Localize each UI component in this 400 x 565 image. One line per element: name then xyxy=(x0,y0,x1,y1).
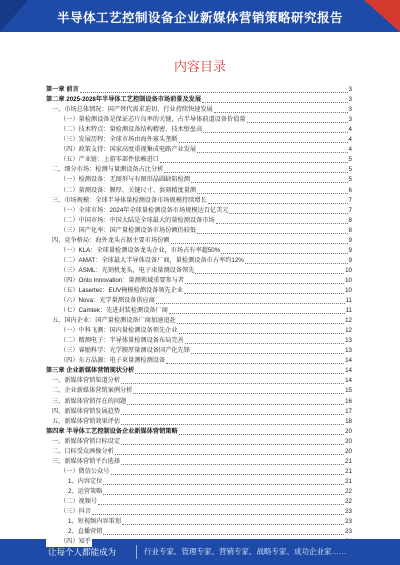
toc-entry[interactable] xyxy=(46,155,352,165)
toc-entry[interactable] xyxy=(46,115,352,125)
toc-entry-label: 四、竞争格局：海外龙头占据主要市场份额 xyxy=(46,236,171,246)
toc-entry-page: 10 xyxy=(345,286,352,294)
toc-entry[interactable] xyxy=(46,457,352,467)
toc-entry-page: 11 xyxy=(345,297,352,305)
dot-leader xyxy=(121,423,344,425)
toc-entry-page: 13 xyxy=(345,337,352,345)
toc-entry-page: 3 xyxy=(348,86,352,94)
toc-entry-page: 14 xyxy=(345,367,352,375)
toc-entry-label: （六）Nova：光学量测设备供应商 xyxy=(46,296,156,306)
toc-entry-label: （三）国产化率：国产量检测设备市场份额仍较低 xyxy=(46,226,197,236)
toc-entry[interactable] xyxy=(46,105,352,115)
toc-entry-label: 2、直播营销 xyxy=(46,527,103,537)
toc-entry[interactable] xyxy=(46,286,352,296)
toc-entry-page: 10 xyxy=(345,276,352,284)
toc-entry-page: 15 xyxy=(345,387,352,395)
toc-entry[interactable] xyxy=(46,145,352,155)
toc-entry-label: 三、新媒体营销存在的问题 xyxy=(46,397,127,407)
toc-entry[interactable] xyxy=(46,517,352,527)
toc-entry-label: （四）东方晶源：电子束量测检测设备 xyxy=(46,356,166,366)
toc-entry-label: 第三章 企业新媒体营销现状分析 xyxy=(46,367,135,375)
toc-entry-label: 二、目标受众画像分析 xyxy=(46,447,115,457)
toc-entry[interactable] xyxy=(46,326,352,336)
toc-entry-page: 16 xyxy=(345,397,352,405)
toc-entry-page: 5 xyxy=(348,176,352,184)
toc-entry-label: （二）视频号 xyxy=(46,497,98,507)
toc-entry-label: （三）ASML：光刻机龙头，电子束量测设备领先 xyxy=(46,266,195,276)
toc-entry-label: （二）技术特点：量检测设备结构精密，技术壁垒高 xyxy=(46,125,203,135)
dot-leader xyxy=(121,463,344,465)
dot-leader xyxy=(245,262,348,264)
toc-entry-label: （二）AMAT：全球最大半导体设备厂商，量检测设备市占率约12% xyxy=(46,256,245,266)
toc-entry-page: 3 xyxy=(348,96,352,104)
toc-entry-label: 五、新媒体营销效果评估 xyxy=(46,417,121,427)
toc-entry-page: 13 xyxy=(345,347,352,355)
toc-entry[interactable] xyxy=(46,175,352,185)
toc-entry[interactable] xyxy=(46,527,352,537)
toc-entry-label: 一、新媒体营销渠道分析 xyxy=(46,376,121,386)
dot-leader xyxy=(103,483,344,485)
toc-entry-label: （五）产业链：上游零部件依赖进口 xyxy=(46,155,160,165)
toc-entry[interactable] xyxy=(46,376,352,386)
report-title: 半导体工艺控制设备企业新媒体营销策略研究报告 xyxy=(56,11,343,25)
toc-entry-page: 6 xyxy=(348,186,352,194)
toc-entry-page: 11 xyxy=(345,307,352,315)
toc-entry-page: 4 xyxy=(348,126,352,134)
toc-entry[interactable] xyxy=(46,346,352,356)
toc-entry-label: 1、内容定位 xyxy=(46,477,103,487)
dot-leader xyxy=(171,242,348,244)
toc-entry[interactable] xyxy=(46,226,352,236)
toc-entry-label: （二）中国市场：中国大陆是全球最大的量检测设备市场 xyxy=(46,216,216,226)
toc-entry-label: （一）微信公众号 xyxy=(46,467,111,477)
toc-entry-label: （一）全球市场：2024年全球量检测设备市场规模达百亿美元 xyxy=(46,206,229,216)
toc-entry-page: 3 xyxy=(348,106,352,114)
toc-entry-label: 第二章 2025-2028年半导体工艺控制设备市场前景及发展 xyxy=(46,96,202,104)
toc-entry-page: 5 xyxy=(348,156,352,164)
toc-entry[interactable] xyxy=(46,407,352,417)
toc-entry[interactable] xyxy=(46,427,352,437)
toc-entry-label: 2、运营策略 xyxy=(46,487,103,497)
toc-entry-page: 23 xyxy=(345,528,352,536)
dot-leader xyxy=(185,282,344,284)
dot-leader xyxy=(92,513,344,515)
toc-entry[interactable] xyxy=(46,185,352,195)
toc-entry-label: （四）知乎 xyxy=(46,537,92,547)
toc-entry-label: 四、新媒体营销发展趋势 xyxy=(46,407,121,417)
toc-entry[interactable] xyxy=(46,437,352,447)
dot-leader xyxy=(98,503,344,505)
toc-entry[interactable] xyxy=(46,236,352,246)
toc-entry[interactable] xyxy=(46,477,352,487)
dot-leader xyxy=(197,232,347,234)
dot-leader xyxy=(214,111,348,113)
toc-entry[interactable] xyxy=(46,467,352,477)
dot-leader xyxy=(121,413,344,415)
toc-entry-page: 21 xyxy=(345,477,352,485)
dot-leader xyxy=(208,202,348,204)
toc-entry-page: 20 xyxy=(345,447,352,455)
toc-entry-label: （四）Onto Innovation：量测领域重要参与者 xyxy=(46,276,185,286)
dot-leader xyxy=(121,382,344,384)
toc-entry-page: 21 xyxy=(345,457,352,465)
dot-leader xyxy=(169,312,345,314)
toc-entry[interactable] xyxy=(46,296,352,306)
toc-entry-page: 4 xyxy=(348,146,352,154)
dot-leader xyxy=(160,161,348,163)
toc-entry[interactable] xyxy=(46,206,352,216)
toc-entry-page: 9 xyxy=(348,246,352,254)
dot-leader xyxy=(247,121,348,123)
toc-entry-page: 21 xyxy=(345,467,352,475)
toc-entry-page: 23 xyxy=(345,508,352,516)
toc-entry[interactable] xyxy=(46,497,352,507)
dot-leader xyxy=(156,302,345,304)
toc-entry-label: （一）中科飞测：国内量检测设备领先企业 xyxy=(46,326,179,336)
dot-leader xyxy=(166,362,344,364)
toc-entry[interactable] xyxy=(46,266,352,276)
toc-entry-label: 第四章 半导体工艺控制设备企业新媒体营销策略 xyxy=(46,427,178,435)
toc-entry[interactable] xyxy=(46,95,352,105)
toc-entry-page: 22 xyxy=(345,487,352,495)
toc-entry-page: 8 xyxy=(348,216,352,224)
toc-entry[interactable] xyxy=(46,507,352,517)
toc-entry[interactable] xyxy=(46,417,352,427)
toc-entry-page: 20 xyxy=(345,427,352,435)
toc-entry-page: 12 xyxy=(345,327,352,335)
toc-entry[interactable] xyxy=(46,396,352,406)
toc-entry-page: 5 xyxy=(348,166,352,174)
toc-entry[interactable] xyxy=(46,196,352,206)
table-of-contents xyxy=(46,85,352,547)
toc-entry-page: 14 xyxy=(345,357,352,365)
toc-entry-label: 1、短视频内容策划 xyxy=(46,517,122,527)
toc-entry-page: 23 xyxy=(345,518,352,526)
dot-leader xyxy=(179,433,344,435)
toc-entry[interactable] xyxy=(46,256,352,266)
toc-entry-page: 3 xyxy=(348,116,352,124)
dot-leader xyxy=(121,443,344,445)
toc-entry-page: 17 xyxy=(345,407,352,415)
toc-entry-label: 一、市场总体情况：国产替代需求迫切，行业持续快速发展 xyxy=(46,105,214,115)
dot-leader xyxy=(191,352,344,354)
toc-entry[interactable] xyxy=(46,386,352,396)
toc-entry-page: 7 xyxy=(348,206,352,214)
dot-leader xyxy=(103,533,344,535)
toc-entry-label: （七）Camtek：先进封装检测设备厂商 xyxy=(46,306,169,316)
toc-entry-page: 22 xyxy=(345,497,352,505)
toc-entry-label: （一）检测设备：无图形与有图形晶圆缺陷检测 xyxy=(46,175,191,185)
toc-entry[interactable] xyxy=(46,447,352,457)
dot-leader xyxy=(216,222,348,224)
toc-entry-page: 8 xyxy=(348,226,352,234)
toc-entry-page: 4 xyxy=(348,136,352,144)
dot-leader xyxy=(164,171,347,173)
dot-leader xyxy=(197,151,347,153)
toc-entry-label: （四）政策支持：国家高度重视集成电路产业发展 xyxy=(46,145,197,155)
toc-entry-label: （三）睿励科学：光学膜厚量测设备国产化先锋 xyxy=(46,346,191,356)
dot-leader xyxy=(195,272,344,274)
toc-entry[interactable] xyxy=(46,85,352,95)
toc-entry[interactable] xyxy=(46,366,352,376)
dot-leader xyxy=(197,192,347,194)
toc-entry-page: 12 xyxy=(345,317,352,325)
toc-heading: 内容目录 xyxy=(173,59,226,74)
toc-entry[interactable] xyxy=(46,135,352,145)
dot-leader xyxy=(115,453,344,455)
dot-leader xyxy=(122,523,344,525)
toc-entry-label: （一）量检测设备是保证芯片良率的关键，占半导体前道设备价值量 xyxy=(46,115,247,125)
toc-entry[interactable] xyxy=(46,165,352,175)
dot-leader xyxy=(179,332,345,334)
toc-entry[interactable] xyxy=(46,316,352,326)
toc-entry-page: 9 xyxy=(348,256,352,264)
toc-entry[interactable] xyxy=(46,356,352,366)
toc-entry[interactable] xyxy=(46,306,352,316)
dot-leader xyxy=(133,392,344,394)
toc-entry-label: 三、新媒体营销平台选择 xyxy=(46,457,121,467)
dot-leader xyxy=(229,212,347,214)
dot-leader xyxy=(185,342,344,344)
toc-entry-page: 18 xyxy=(345,417,352,425)
toc-entry-label: （三）抖音 xyxy=(46,507,92,517)
toc-entry-label: （五）Lasertec：EUV掩模检测设备领先企业 xyxy=(46,286,184,296)
toc-entry[interactable] xyxy=(46,216,352,226)
footer-divider xyxy=(136,545,137,559)
toc-entry-label: 一、新媒体营销目标设定 xyxy=(46,437,121,447)
dot-leader xyxy=(103,493,344,495)
toc-entry[interactable] xyxy=(46,336,352,346)
dot-leader xyxy=(111,473,345,475)
dot-leader xyxy=(177,322,344,324)
dot-leader xyxy=(80,91,348,93)
toc-entry[interactable] xyxy=(46,487,352,497)
toc-entry-label: （三）发展历程：全球市场由海外寡头垄断 xyxy=(46,135,179,145)
dot-leader xyxy=(221,252,347,254)
dot-leader xyxy=(202,101,347,103)
toc-entry-page: 7 xyxy=(348,196,352,204)
toc-entry-label: 第一章 前言 xyxy=(46,86,79,94)
dot-leader xyxy=(179,141,348,143)
dot-leader xyxy=(127,403,344,405)
header-bar xyxy=(0,0,400,32)
dot-leader xyxy=(203,131,347,133)
dot-leader xyxy=(135,372,344,374)
toc-entry[interactable] xyxy=(46,276,352,286)
toc-entry-label: 二、细分市场：检测与量测设备占比分析 xyxy=(46,165,164,175)
toc-entry-page: 20 xyxy=(345,437,352,445)
toc-entry-label: （一）KLA：全球量检测设备龙头企业，市场占有率超50% xyxy=(46,246,221,256)
dot-leader xyxy=(191,181,348,183)
toc-entry-label: （二）量测设备：膜厚、关键尺寸、套刻精度量测 xyxy=(46,186,197,196)
toc-entry[interactable] xyxy=(46,125,352,135)
footer-roles: 行业专家、管理专家、营销专家、战略专家、成功企业家…… xyxy=(144,547,347,556)
dot-leader xyxy=(184,292,344,294)
toc-entry[interactable] xyxy=(46,246,352,256)
toc-entry-label: 三、市场规模：全球半导体量检测设备市场规模持续增长 xyxy=(46,196,208,206)
header-right-accent xyxy=(364,0,400,32)
toc-entry-label: 五、国内企业：国产量检测设备厂商加速追赶 xyxy=(46,316,177,326)
toc-entry-page: 14 xyxy=(345,377,352,385)
toc-entry-label: 二、企业新媒体营销案例分析 xyxy=(46,386,133,396)
toc-entry-page: 10 xyxy=(345,266,352,274)
footer-slogan: 让每个人都能成为 xyxy=(48,547,117,557)
toc-entry-label: （二）精测电子：半导体量检测设备布局完善 xyxy=(46,336,185,346)
toc-entry-page: 9 xyxy=(348,236,352,244)
